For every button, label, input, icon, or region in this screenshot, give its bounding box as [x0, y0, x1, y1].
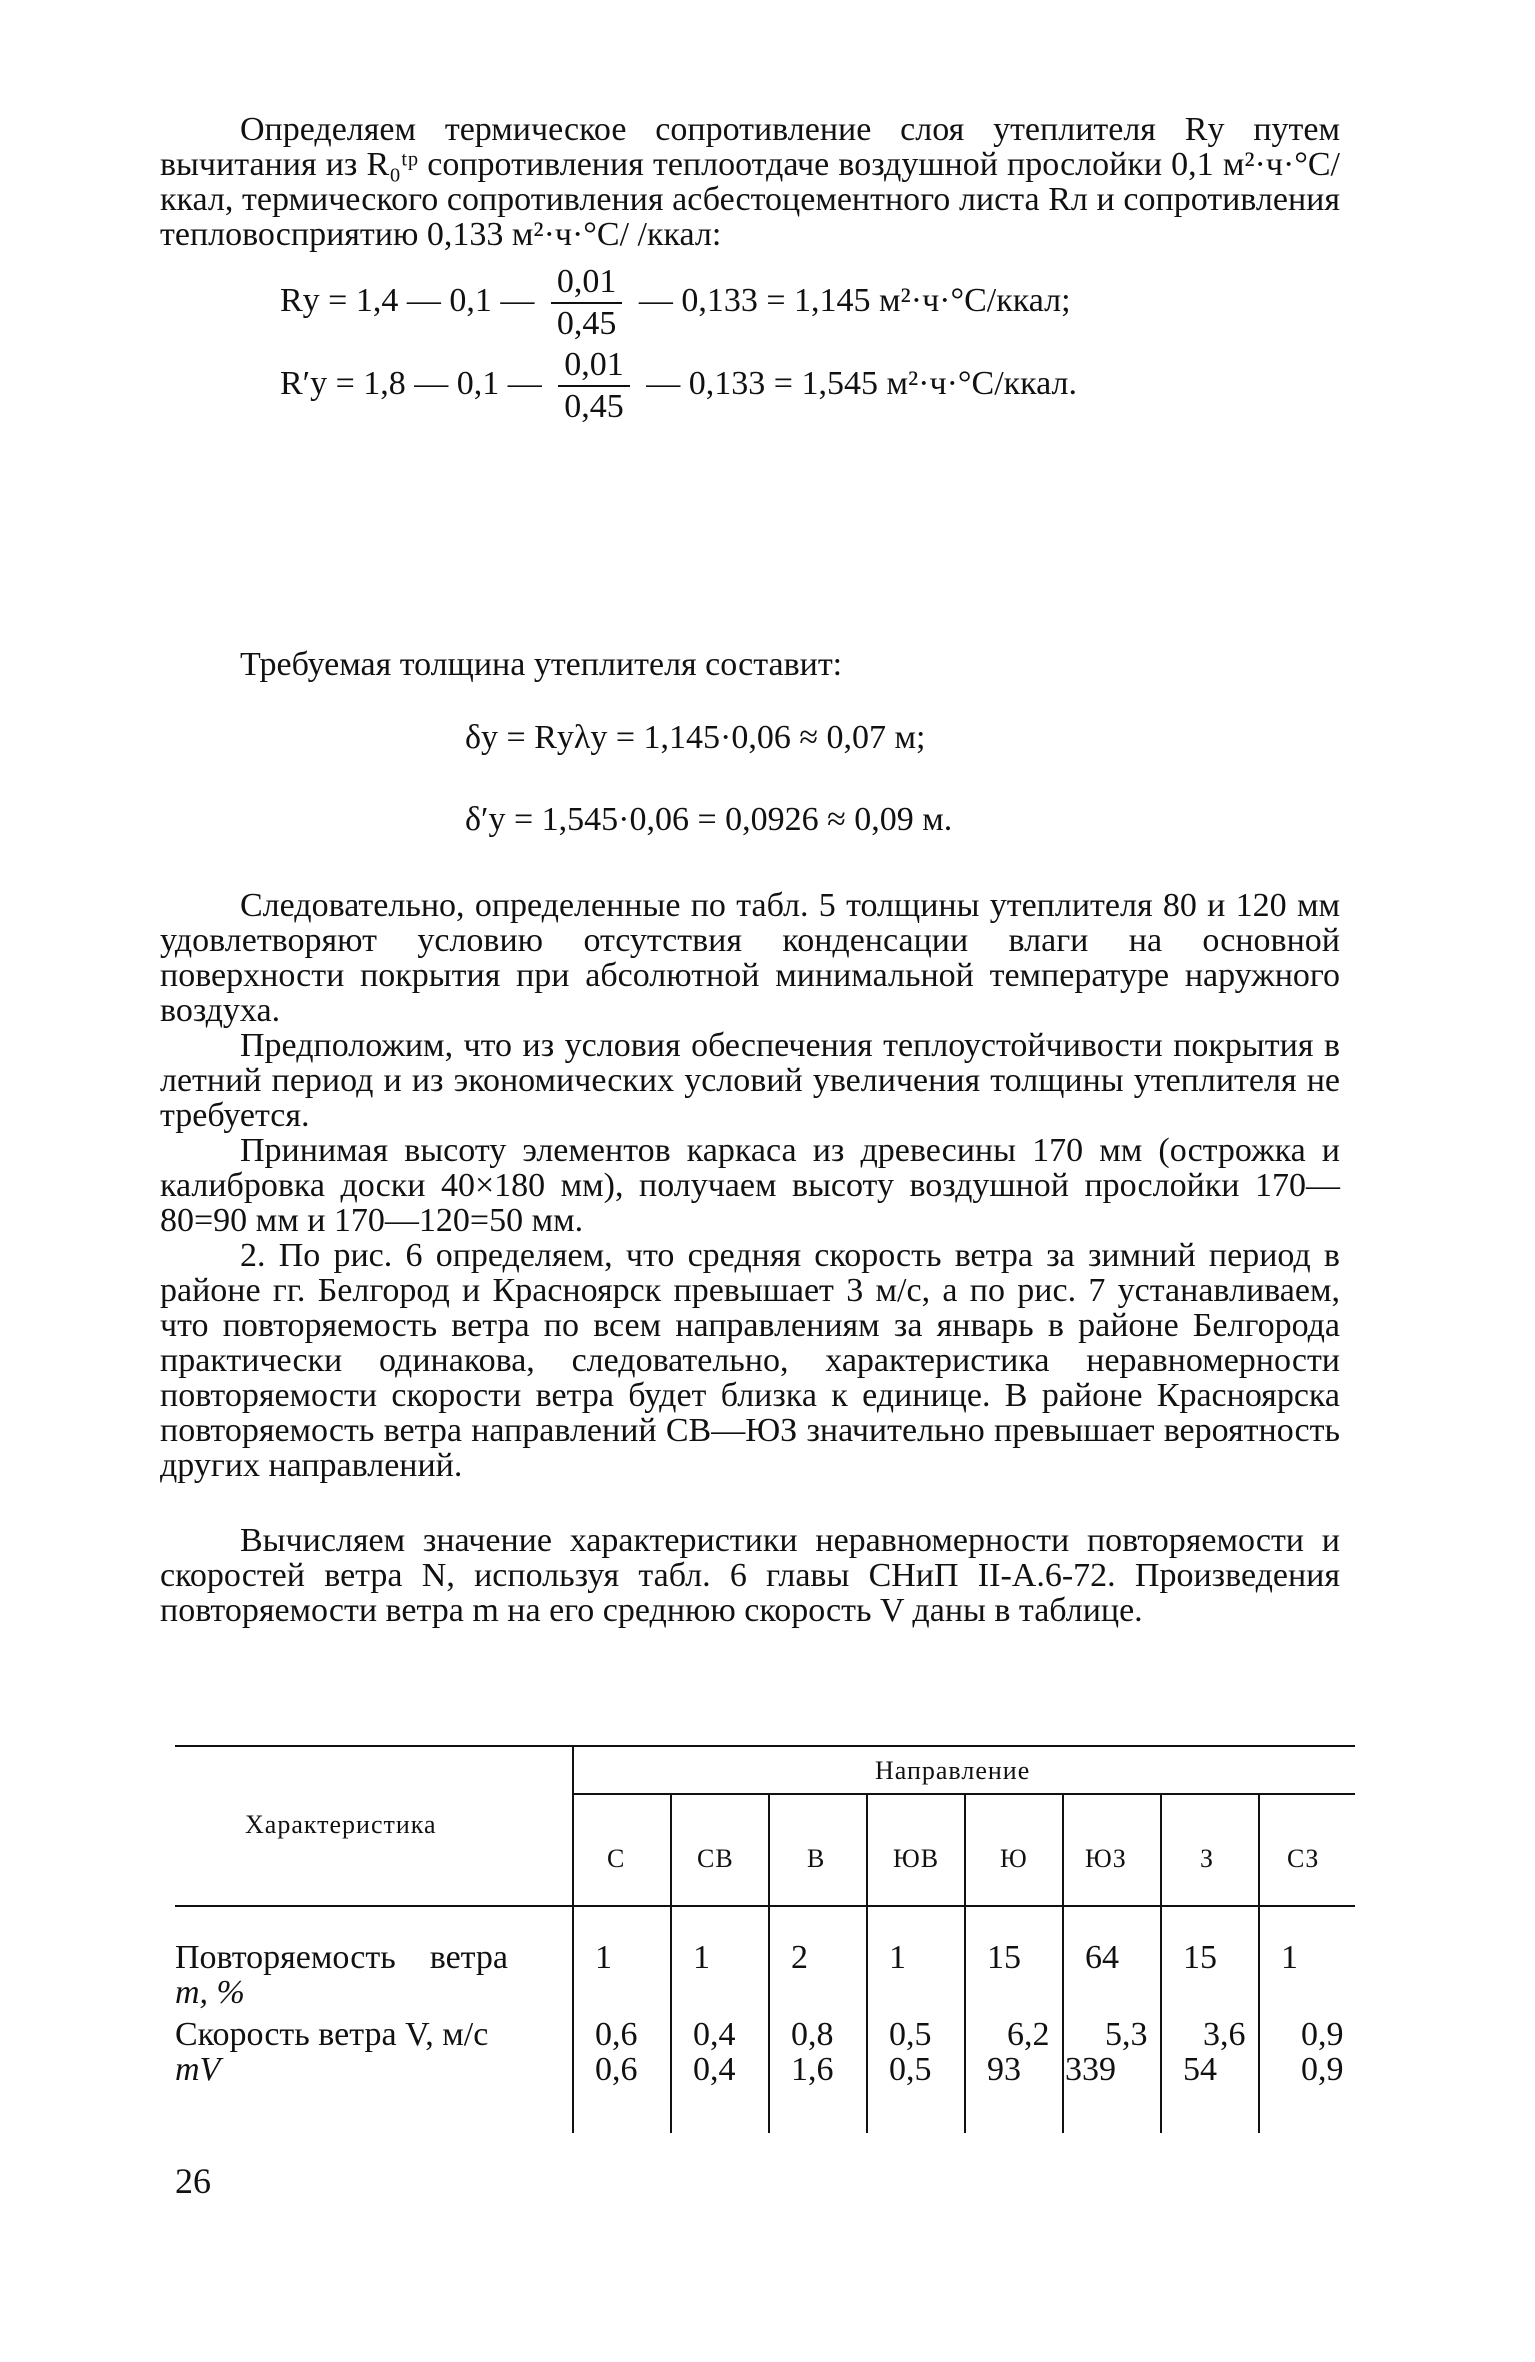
formula-ry-left: Rу = 1,4 — 0,1 —	[280, 281, 535, 319]
table-cell: 0,6	[595, 2016, 638, 2053]
table-vline-3	[866, 1793, 868, 2133]
paragraph-thermal-resistance: Определяем термическое сопротивление слоя утеплителя Rу путем вычитания из R₀ᵗᵖ сопротивления теплоотдаче воздушной прослойки 0,1 м²·ч·°С/ккал, термического сопротивления асбестоцементного листа Rл и сопротивления тепловосприятию 0,133 м²·ч·°С/ /ккал:	[160, 111, 1340, 253]
table-dir-yuv: ЮВ	[893, 1844, 940, 1873]
paragraph-consequently: Следовательно, определенные по табл. 5 толщины утеплителя 80 и 120 мм удовлетворяют условию отсутствия конденсации влаги на основной поверхности покрытия при абсолютной минимальной температуре наружного воздуха.	[160, 887, 1340, 1029]
paragraph-wind-speed: 2. По рис. 6 определяем, что средняя скорость ветра за зимний период в районе гг. Белгород и Красноярск превышает 3 м/с, а по рис. 7 устанавливаем, что повторяемость ветра по всем направлениям за январь в районе Белгорода практически одинакова, следовательно, характеристика неравномерности повторяемости скорости ветра будет близка к единице. В районе Красноярска повторяемость ветра направлений СВ—ЮЗ значительно превышает вероятность других направлений.	[160, 1237, 1340, 1484]
table-cell: 0,8	[791, 2016, 834, 2053]
table-cell: 3,6	[1203, 2016, 1246, 2053]
formula-ry-prime	[280, 345, 1077, 427]
table-cell: 1	[693, 1939, 710, 1976]
formula-ry-prime-numerator: 0,01	[558, 345, 630, 387]
formula-ry-prime-denominator: 0,45	[564, 388, 624, 425]
formula-delta-y: δу = Rуλу = 1,145·0,06 ≈ 0,07 м;	[465, 719, 926, 756]
table-dir-v: В	[807, 1844, 826, 1873]
table-vline-7	[1258, 1793, 1260, 2133]
table-dir-z: З	[1200, 1844, 1215, 1873]
table-dir-c: С	[607, 1844, 626, 1873]
table-cell: 1	[1281, 1939, 1298, 1976]
table-vline-1	[670, 1793, 672, 2133]
paragraph-suppose: Предположим, что из условия обеспечения теплоустойчивости покрытия в летний период и из экономических условий увеличения толщины утеплителя не требуется.	[160, 1027, 1340, 1134]
table-dir-sz: СЗ	[1287, 1844, 1320, 1873]
table-cell: 0,9	[1301, 2051, 1344, 2088]
table-cell: 2	[791, 1939, 808, 1976]
paragraph-required-thickness: Требуемая толщина утеплителя составит:	[240, 646, 843, 683]
table-cell: 15	[1183, 1939, 1217, 1976]
table-vline-4	[964, 1793, 966, 2133]
formula-delta-y-prime: δ′у = 1,545·0,06 = 0,0926 ≈ 0,09 м.	[465, 801, 953, 838]
formula-ry-prime-left: R′у = 1,8 — 0,1 —	[280, 364, 542, 402]
table-dir-yu: Ю	[1000, 1844, 1028, 1873]
table-cell: 15	[987, 1939, 1021, 1976]
table-dir-sv: СВ	[697, 1844, 734, 1873]
table-top-rule	[175, 1745, 1355, 1747]
table-header-characteristic: Характеристика	[245, 1810, 437, 1839]
table-cell: 0,6	[595, 2051, 638, 2088]
table-header-rule	[175, 1905, 1355, 1907]
table-row2-label: Скорость ветра V, м/с	[175, 2016, 489, 2053]
table-row1-label: Повторяемость ветра	[175, 1939, 509, 1976]
table-vline-6	[1160, 1793, 1162, 2133]
table-cell: 1	[595, 1939, 612, 1976]
table-cell: 0,4	[693, 2051, 736, 2088]
table-cell: 54	[1183, 2051, 1217, 2088]
table-row3-label: mV	[175, 2051, 221, 2088]
table-cell: 339	[1065, 2051, 1116, 2088]
table-cell: 93	[987, 2051, 1021, 2088]
table-dir-yuz: ЮЗ	[1085, 1844, 1127, 1873]
table-cell: 1	[889, 1939, 906, 1976]
table-cell: 0,5	[889, 2016, 932, 2053]
formula-ry-prime-fraction	[558, 345, 630, 427]
formula-ry-right: — 0,133 = 1,145 м²·ч·°С/ккал;	[638, 281, 1071, 319]
table-cell: 0,9	[1301, 2016, 1344, 2053]
table-header-direction: Направление	[875, 1756, 1031, 1785]
paragraph-calculate-n: Вычисляем значение характеристики неравномерности повторяемости и скоростей ветра N, используя табл. 6 главы СНиП II-А.6-72. Произведения повторяемости ветра m на его среднюю скорость V даны в таблице.	[160, 1522, 1340, 1629]
formula-ry-denominator: 0,45	[556, 305, 617, 342]
table-vline-main	[572, 1745, 574, 2133]
table-cell: 0,4	[693, 2016, 736, 2053]
formula-ry	[280, 262, 1071, 344]
table-cell: 6,2	[1007, 2016, 1050, 2053]
formula-ry-numerator: 0,01	[551, 262, 623, 304]
table-cell: 0,5	[889, 2051, 932, 2088]
table-row1-label-unit: m, %	[175, 1974, 245, 2011]
page-number: 26	[175, 2161, 211, 2201]
formula-ry-fraction	[551, 262, 623, 344]
formula-ry-prime-right: — 0,133 = 1,545 м²·ч·°С/ккал.	[646, 364, 1078, 402]
table-vline-2	[768, 1793, 770, 2133]
paragraph-frame-height: Принимая высоту элементов каркаса из древесины 170 мм (острожка и калибровка доски 40×180 мм), получаем высоту воздушной прослойки 170—80=90 мм и 170—120=50 мм.	[160, 1132, 1340, 1239]
table-cell: 64	[1085, 1939, 1119, 1976]
table-vline-5	[1062, 1793, 1064, 2133]
table-cell: 1,6	[791, 2051, 834, 2088]
table-cell: 5,3	[1105, 2016, 1148, 2053]
